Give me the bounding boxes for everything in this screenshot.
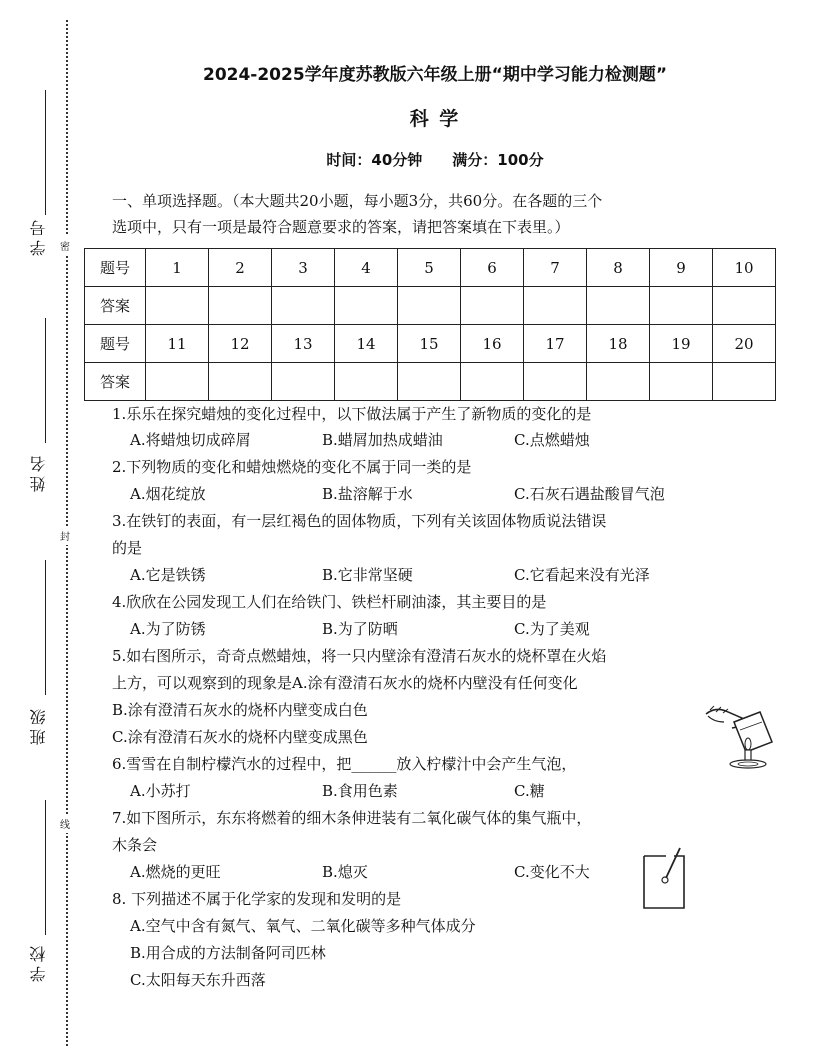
q3-stem: 3.在铁钉的表面，有一层红褐色的固体物质，下列有关该固体物质说法错误	[112, 512, 607, 530]
time-limit: 时间：40分钟	[326, 151, 423, 169]
name-line	[45, 318, 46, 443]
number-cell: 1	[146, 249, 209, 287]
school-label: 学校	[29, 942, 48, 982]
answer-cell[interactable]	[713, 287, 776, 325]
q8-option-b: B.用合成的方法制备阿司匹林	[130, 944, 326, 962]
q1-stem: 1.乐乐在探究蜡烛的变化过程中，以下做法属于产生了新物质的变化的是	[112, 405, 592, 423]
class-line	[45, 560, 46, 695]
answer-cell[interactable]	[713, 363, 776, 401]
q7-stem: 7.如下图所示，东东将燃着的细木条伸进装有二氧化碳气体的集气瓶中，	[112, 809, 592, 827]
answer-cell[interactable]	[461, 363, 524, 401]
q5-option-c: C.涂有澄清石灰水的烧杯内壁变成黑色	[112, 728, 368, 746]
q3-stem-cont: 的是	[112, 539, 143, 557]
student-id-label: 学号	[29, 216, 48, 256]
answer-cell[interactable]	[146, 287, 209, 325]
answer-cell[interactable]	[398, 287, 461, 325]
answer-cell[interactable]	[461, 287, 524, 325]
answer-cell[interactable]	[587, 363, 650, 401]
seal-char-mi: 密	[60, 236, 70, 255]
seal-char-xian: 线	[60, 814, 70, 833]
answer-cell[interactable]	[524, 287, 587, 325]
number-cell: 7	[524, 249, 587, 287]
q6-blank[interactable]: ______	[351, 755, 397, 773]
q6-option-a: A.小苏打	[130, 782, 191, 800]
q2-option-a: A.烟花绽放	[130, 485, 206, 503]
gas-jar-figure	[640, 846, 692, 912]
full-score: 满分：100分	[452, 151, 544, 169]
number-cell: 10	[713, 249, 776, 287]
number-cell: 6	[461, 249, 524, 287]
q3-option-a: A.它是铁锈	[130, 566, 206, 584]
student-id-line	[45, 90, 46, 215]
number-cell: 20	[713, 325, 776, 363]
q8-option-a: A.空气中含有氮气、氧气、二氧化碳等多种气体成分	[130, 917, 476, 935]
number-header: 题号	[85, 249, 146, 287]
q2-option-b: B.盐溶解于水	[322, 485, 413, 503]
q6-stem	[112, 751, 576, 777]
answer-header: 答案	[85, 287, 146, 325]
answer-cell[interactable]	[398, 363, 461, 401]
seal-char-feng: 封	[60, 526, 70, 545]
name-label: 姓名	[29, 452, 48, 492]
table-row	[85, 325, 776, 363]
number-cell: 14	[335, 325, 398, 363]
q6-stem-head: 6.雪雪在自制柠檬汽水的过程中，把	[112, 755, 352, 773]
answer-cell[interactable]	[335, 287, 398, 325]
q6-option-b: B.食用色素	[322, 782, 398, 800]
answer-cell[interactable]	[209, 287, 272, 325]
number-cell: 8	[587, 249, 650, 287]
number-cell: 15	[398, 325, 461, 363]
q3-option-b: B.它非常坚硬	[322, 566, 413, 584]
q7-option-b: B.熄灭	[322, 863, 368, 881]
number-cell: 13	[272, 325, 335, 363]
number-header: 题号	[85, 325, 146, 363]
number-cell: 9	[650, 249, 713, 287]
candle-beaker-figure	[700, 700, 782, 772]
section1-instructions-line2: 选项中，只有一项是最符合题意要求的答案，请把答案填在下表里。）	[112, 218, 570, 236]
q4-option-b: B.为了防晒	[322, 620, 398, 638]
q8-option-c: C.太阳每天东升西落	[130, 971, 266, 989]
q5-stem-cont: 上方，可以观察到的现象是A.涂有澄清石灰水的烧杯内壁没有任何变化	[112, 674, 578, 692]
number-cell: 18	[587, 325, 650, 363]
number-cell: 19	[650, 325, 713, 363]
q2-stem: 2.下列物质的变化和蜡烛燃烧的变化不属于同一类的是	[112, 458, 472, 476]
class-label: 班级	[29, 705, 48, 745]
q3-option-c: C.它看起来没有光泽	[514, 566, 650, 584]
number-cell: 3	[272, 249, 335, 287]
q7-stem-cont: 木条会	[112, 836, 158, 854]
number-cell: 5	[398, 249, 461, 287]
number-cell: 2	[209, 249, 272, 287]
exam-title: 2024-2025学年度苏教版六年级上册“期中学习能力检测题”	[202, 65, 668, 85]
table-row	[85, 249, 776, 287]
exam-info	[110, 149, 760, 170]
q2-option-c: C.石灰石遇盐酸冒气泡	[514, 485, 665, 503]
q4-option-c: C.为了美观	[514, 620, 590, 638]
answer-table	[84, 248, 776, 401]
number-cell: 11	[146, 325, 209, 363]
number-cell: 12	[209, 325, 272, 363]
school-line	[45, 800, 46, 935]
q5-option-b: B.涂有澄清石灰水的烧杯内壁变成白色	[112, 701, 368, 719]
q7-option-c: C.变化不大	[514, 863, 590, 881]
q6-option-c: C.糖	[514, 782, 545, 800]
answer-cell[interactable]	[650, 363, 713, 401]
q1-option-b: B.蜡屑加热成蜡油	[322, 431, 443, 449]
answer-cell[interactable]	[650, 287, 713, 325]
answer-cell[interactable]	[524, 363, 587, 401]
answer-cell[interactable]	[587, 287, 650, 325]
q8-stem: 8. 下列描述不属于化学家的发现和发明的是	[112, 890, 402, 908]
number-cell: 4	[335, 249, 398, 287]
q5-stem: 5.如右图所示，奇奇点燃蜡烛，将一只内壁涂有澄清石灰水的烧杯罩在火焰	[112, 647, 607, 665]
answer-cell[interactable]	[272, 363, 335, 401]
number-cell: 17	[524, 325, 587, 363]
q4-stem: 4.欣欣在公园发现工人们在给铁门、铁栏杆刷油漆，其主要目的是	[112, 593, 547, 611]
q7-option-a: A.燃烧的更旺	[130, 863, 221, 881]
answer-cell[interactable]	[272, 287, 335, 325]
number-cell: 16	[461, 325, 524, 363]
q1-option-c: C.点燃蜡烛	[514, 431, 590, 449]
subject-title: 科 学	[409, 108, 461, 130]
q4-option-a: A.为了防锈	[130, 620, 206, 638]
answer-cell[interactable]	[335, 363, 398, 401]
section1-instructions-line1: 一、单项选择题。（本大题共20小题，每小题3分，共60分。在各题的三个	[112, 192, 603, 210]
q1-option-a: A.将蜡烛切成碎屑	[130, 431, 251, 449]
q6-stem-tail: 放入柠檬汁中会产生气泡，	[396, 755, 577, 773]
answer-header: 答案	[85, 363, 146, 401]
answer-cell[interactable]	[209, 363, 272, 401]
table-row	[85, 287, 776, 325]
table-row	[85, 363, 776, 401]
answer-cell[interactable]	[146, 363, 209, 401]
